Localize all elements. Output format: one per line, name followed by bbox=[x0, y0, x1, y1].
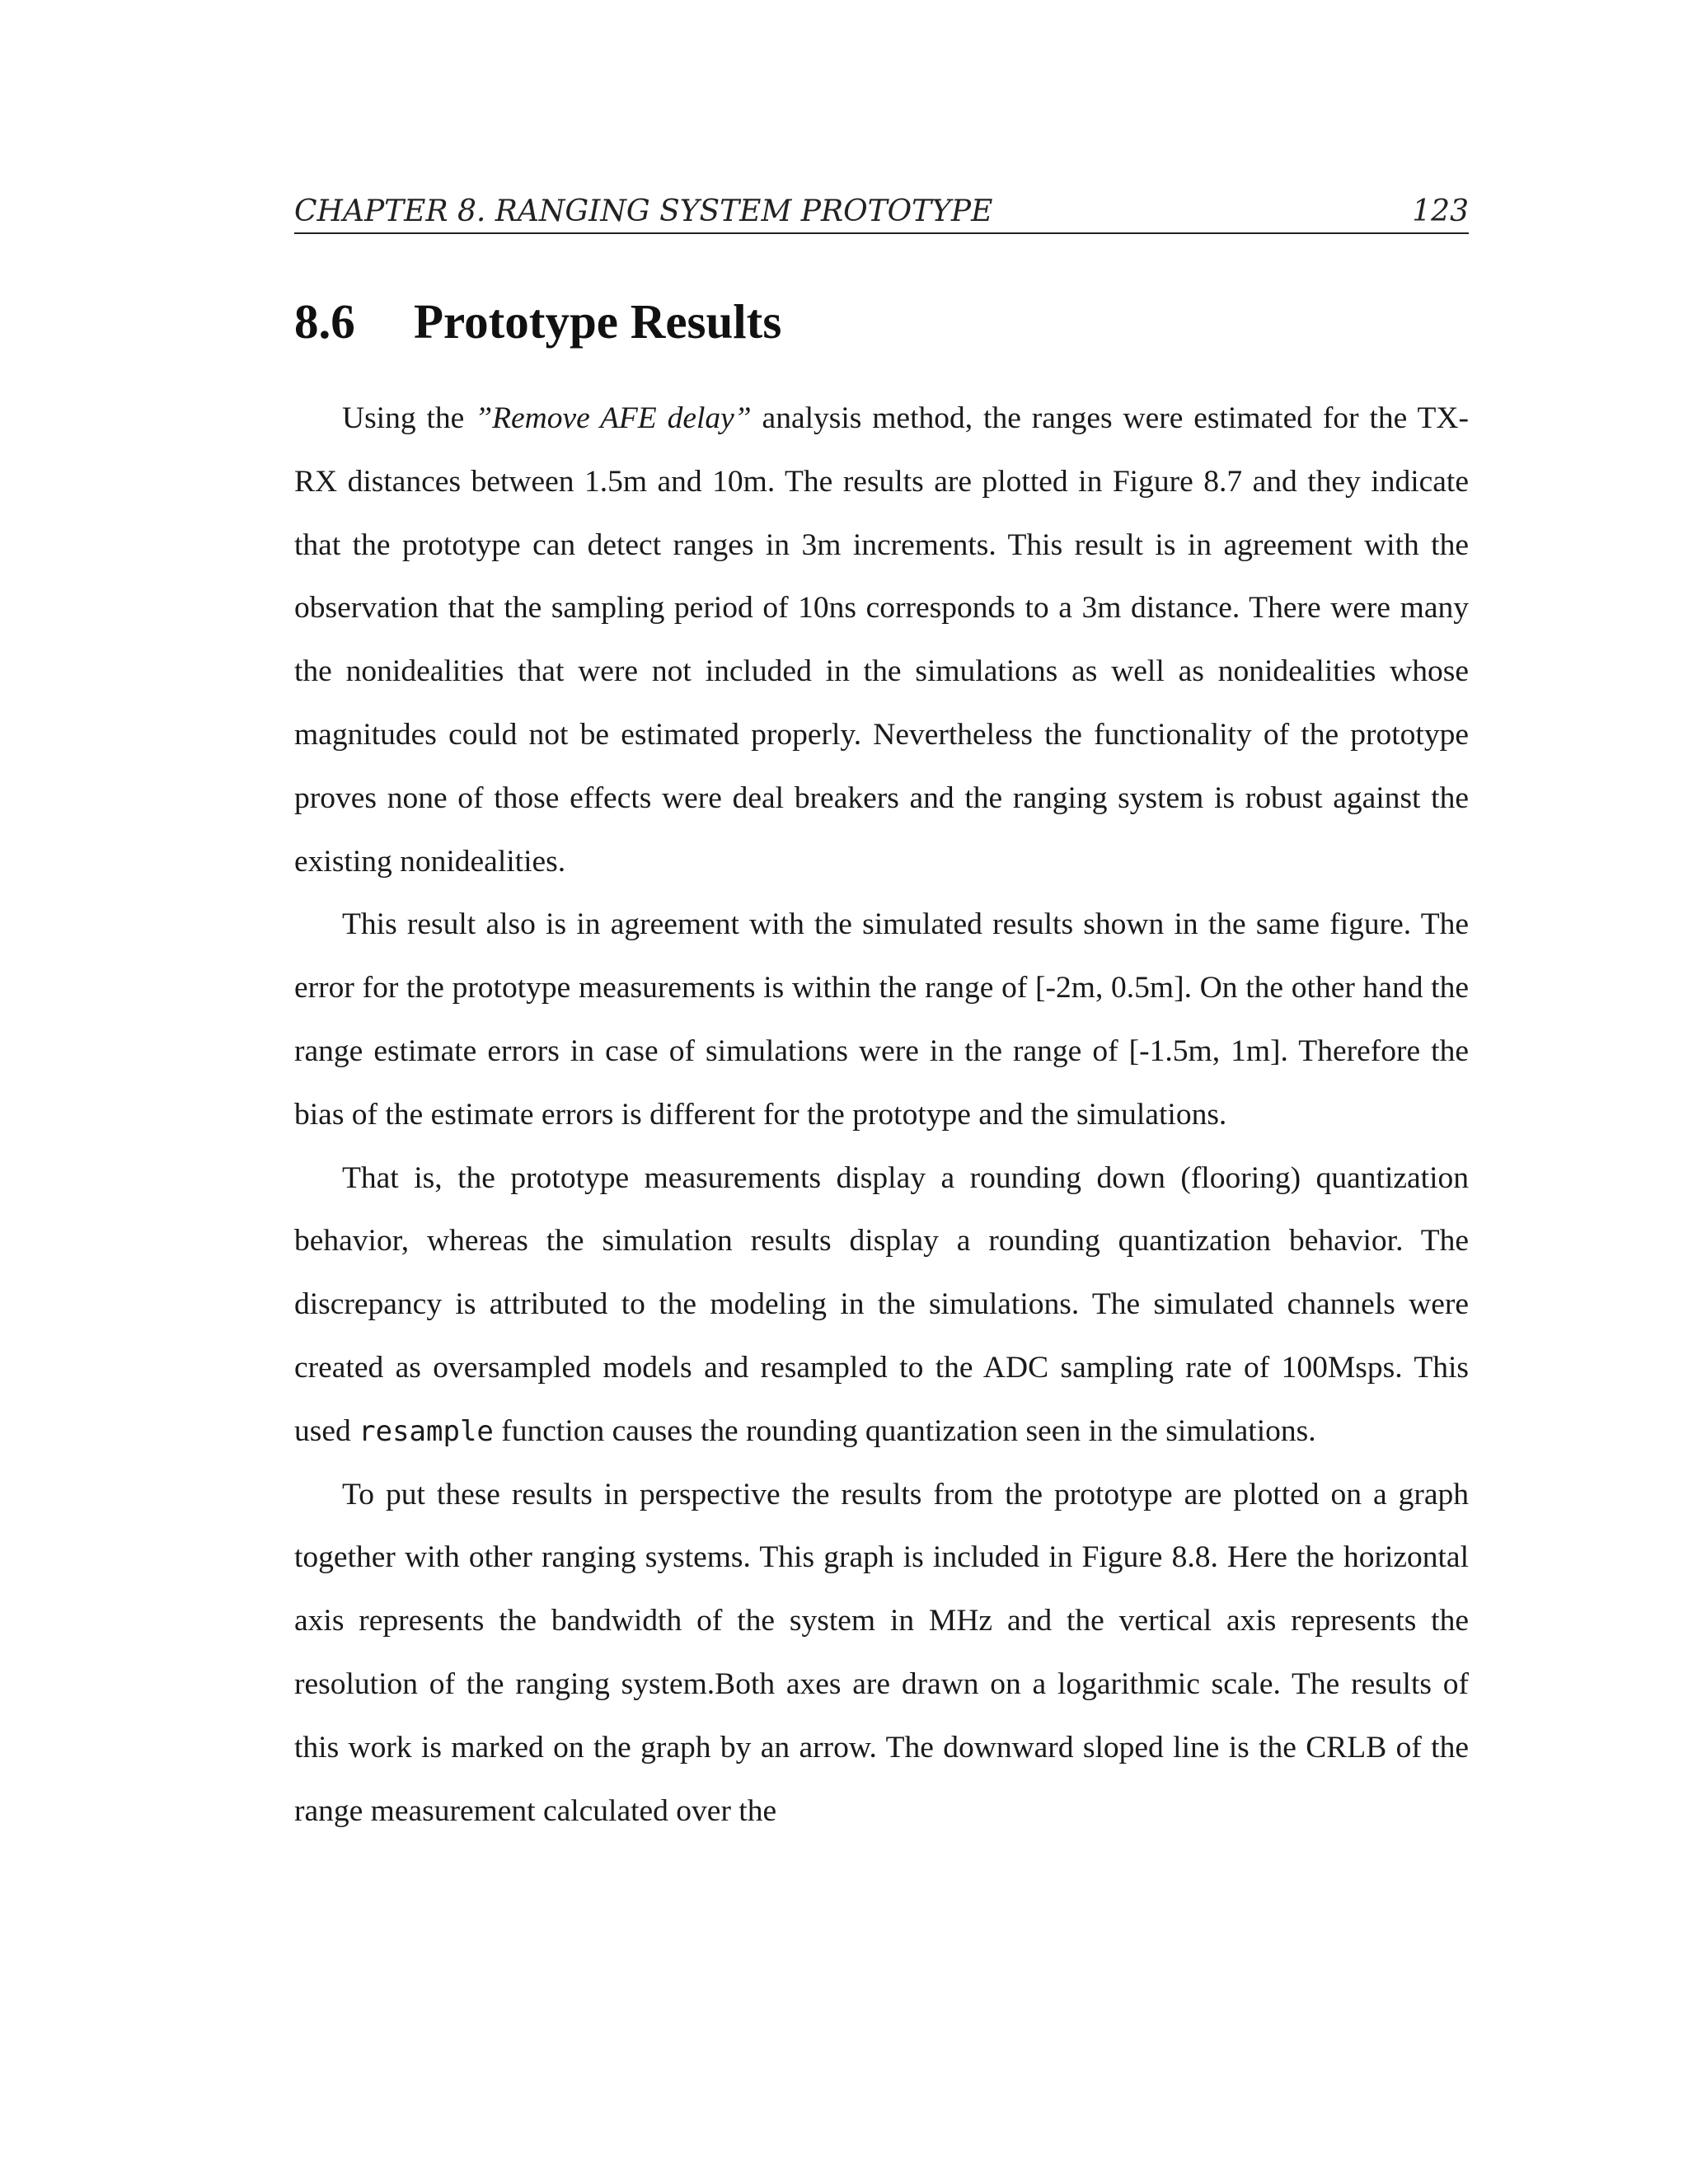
paragraph-1 bbox=[294, 387, 1469, 893]
section-title: Prototype Results bbox=[414, 294, 782, 349]
running-head-chapter: CHAPTER 8. RANGING SYSTEM PROTOTYPE bbox=[294, 194, 993, 228]
body-text bbox=[294, 387, 1469, 1843]
paragraph-1-rest: analysis method, the ranges were estimated for the TX-RX distances between 1.5m and 10m. The results are plotted in Figure 8.7 and they indicate that the prototype can detect ranges in 3m increments. This result is in agreement with the observation that the sampling period of 10ns corresponds to a 3m distance. There were many the nonidealities that were not included in the simulations as well as nonidealities whose magnitudes could not be estimated properly. Nevertheless the functionality of the prototype proves none of those effects were deal breakers and the ranging system is robust against the existing nonidealities. bbox=[294, 401, 1469, 879]
paragraph-1-start: Using the bbox=[342, 401, 476, 435]
page-number: 123 bbox=[1412, 194, 1469, 228]
paragraph-3-rest: function causes the rounding quantization seen in the simulations. bbox=[493, 1413, 1316, 1448]
running-head bbox=[294, 191, 1469, 234]
paragraph-2: This result also is in agreement with the simulated results shown in the same figure. The error for the prototype measurements is within the range of [-2m, 0.5m]. On the other hand the range estimate errors in case of simulations were in the range of [-1.5m, 1m]. Therefore the bias of the estimate errors is different for the prototype and the simulations. bbox=[294, 907, 1469, 1132]
paragraph-4: To put these results in perspective the results from the prototype are plotted on a graph together with other ranging systems. This graph is included in Figure 8.8. Here the horizontal axis represents the bandwidth of the system in MHz and the vertical axis represents the resolution of the ranging system.Both axes are drawn on a logarithmic scale. The results of this work is marked on the graph by an arrow. The downward sloped line is the CRLB of the range measurement calculated over the bbox=[294, 1477, 1469, 1828]
paragraph-3-start: That is, the prototype measurements display a rounding down (flooring) quantization behavior, whereas the simulation results display a rounding quantization behavior. The discrepancy is attributed to the modeling in the simulations. The simulated channels were created as oversampled models and resampled to the ADC sampling rate of 100Msps. This used bbox=[294, 1160, 1469, 1448]
code-resample: resample bbox=[359, 1414, 494, 1448]
page bbox=[294, 0, 1469, 2184]
section-heading bbox=[294, 288, 1469, 354]
method-name-emphasis: ”Remove AFE delay” bbox=[475, 401, 752, 435]
paragraph-3 bbox=[294, 1147, 1469, 1464]
section-number: 8.6 bbox=[294, 294, 355, 349]
